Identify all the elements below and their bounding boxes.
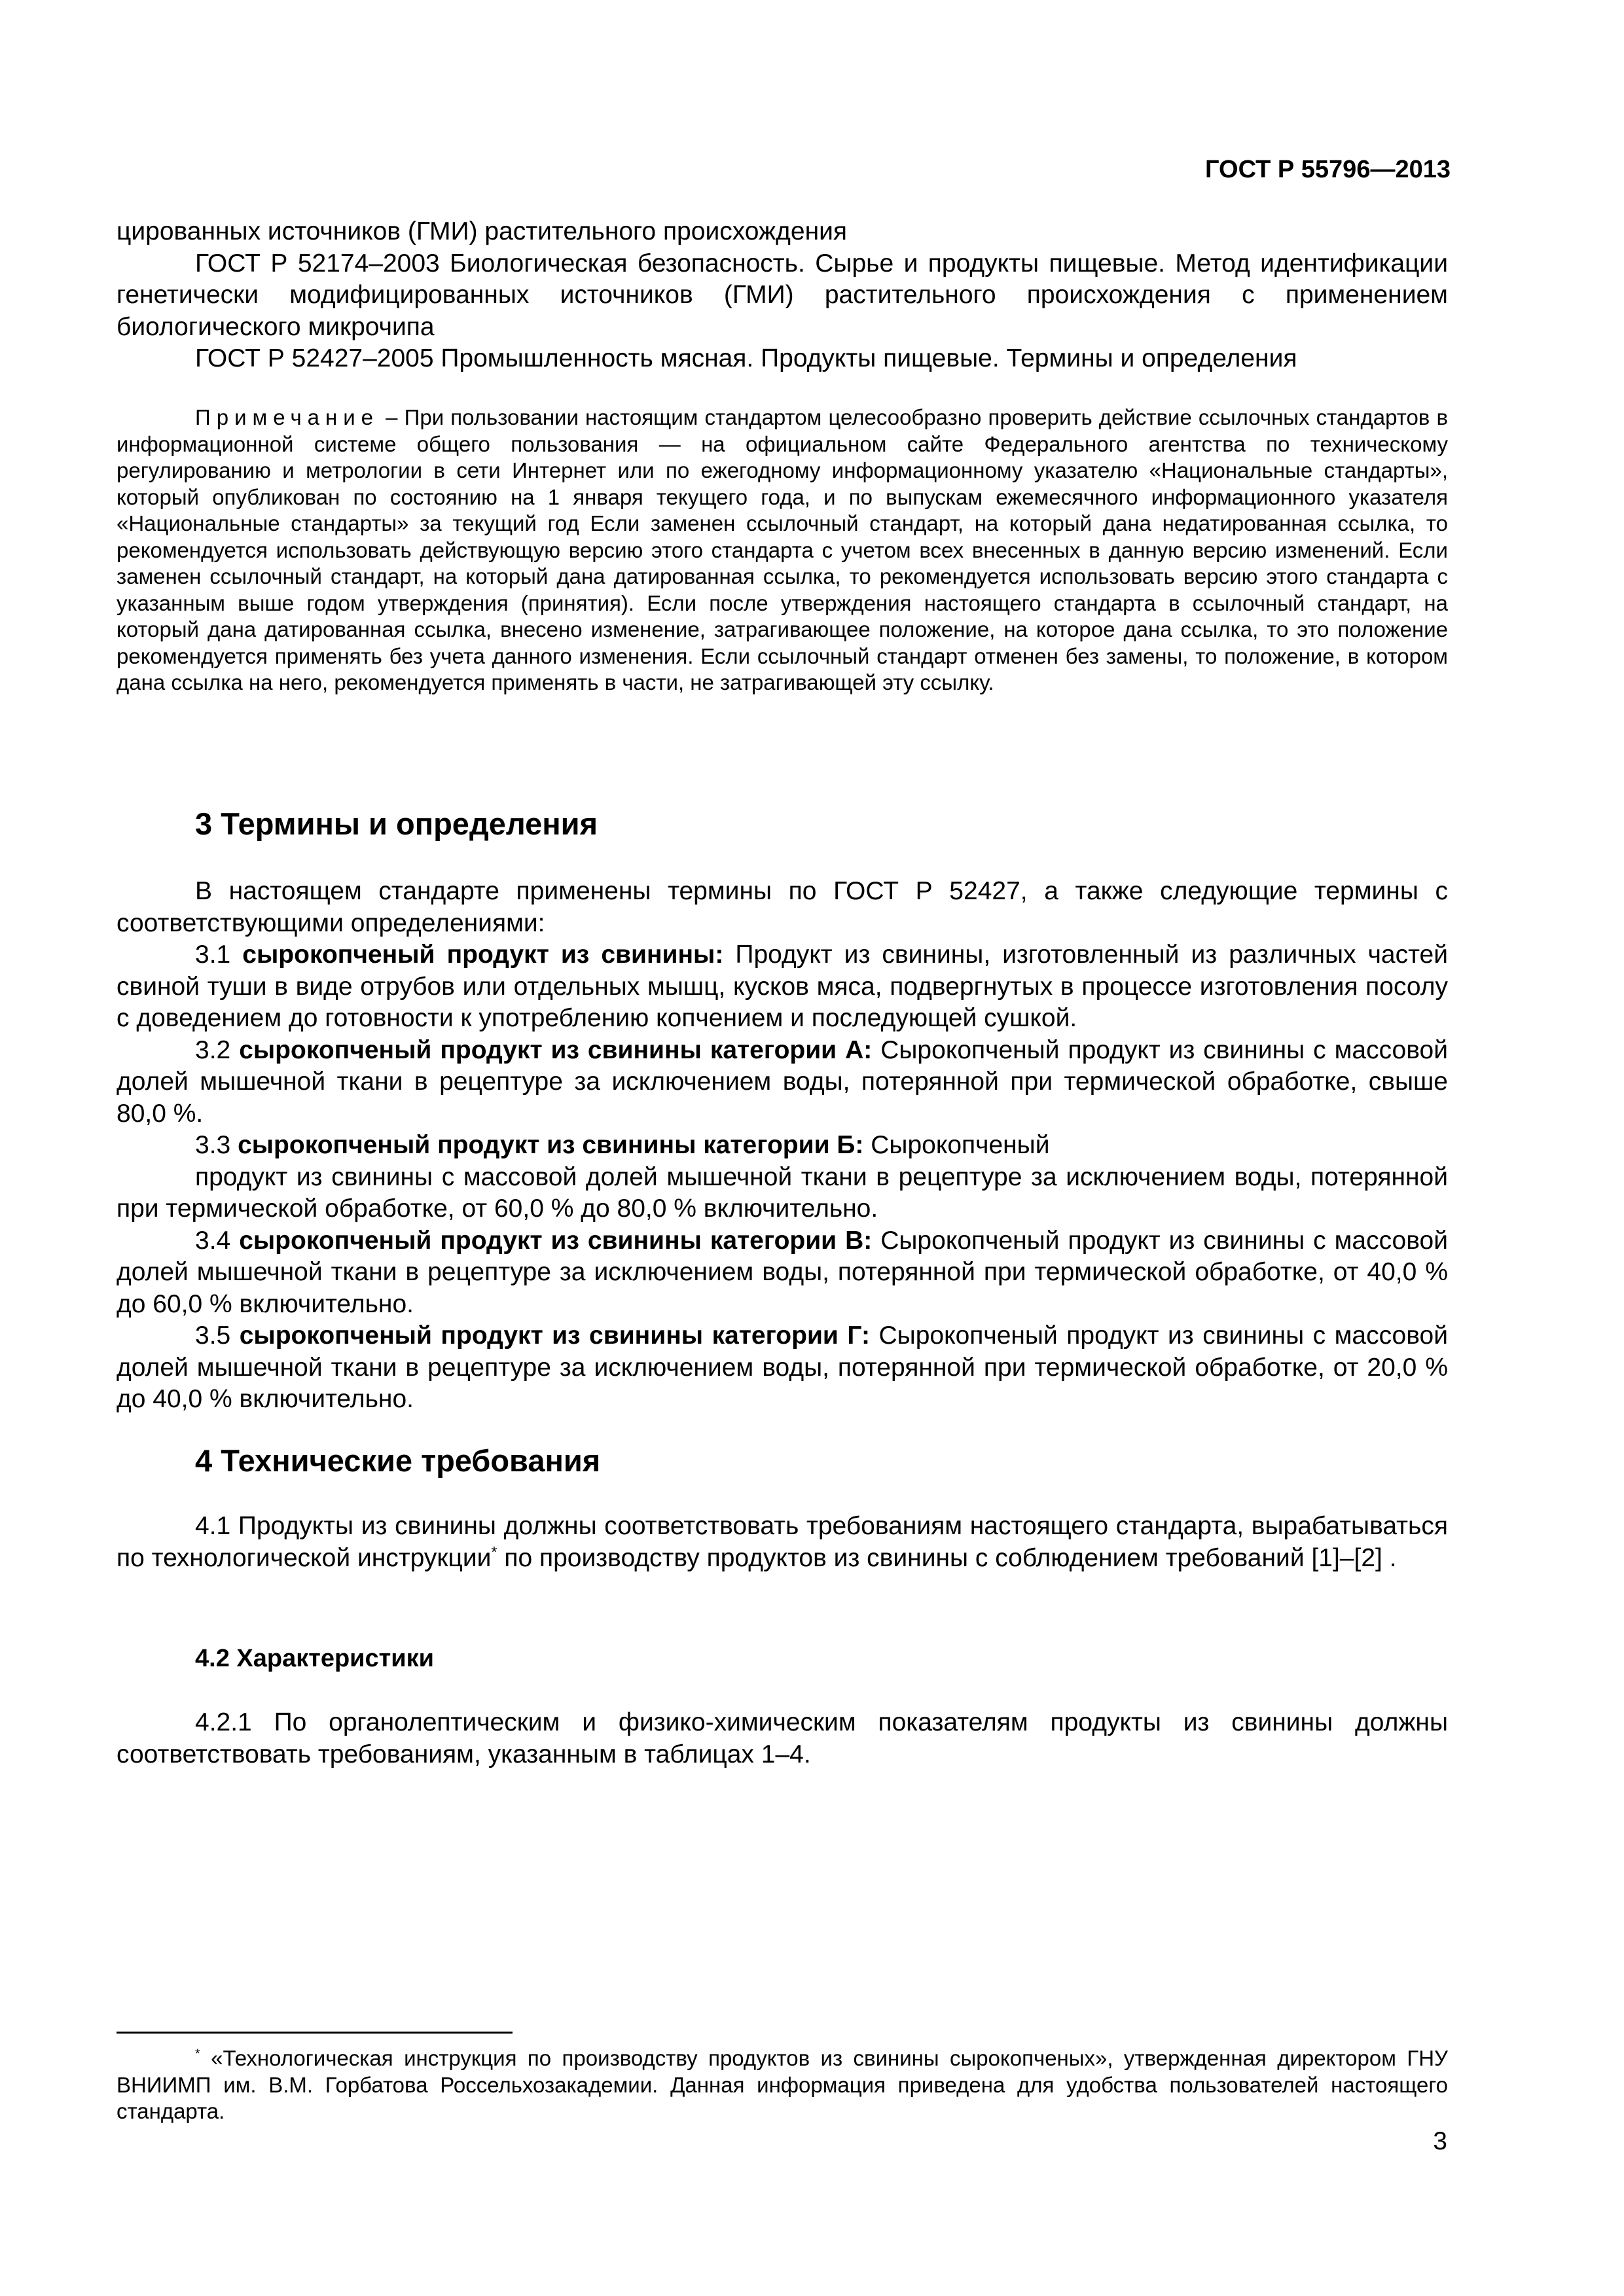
page-number: 3: [1433, 2127, 1447, 2155]
term: сырокопченый продукт из свинины категории А:: [239, 1035, 873, 1064]
term-definition: 3.4 сырокопченый продукт из свинины категории В: Сырокопченый продукт из свинины с массовой долей мышечной ткани в рецептуре за исключением воды, потерянной при термической обработке, от 40,0 % до 60,0 % включительно.: [117, 1226, 1448, 1318]
term-definition: 3.1 сырокопченый продукт из свинины: Продукт из свинины, изготовленный из различных частей свиной туши в виде отрубов или отдельных мышц, кусков мяса, подвергнутых в процессе изготовления посолу с доведением до готовности к употреблению копчением и последующей сушкой.: [117, 941, 1448, 1032]
term-definition: 3.2 сырокопченый продукт из свинины категории А: Сырокопченый продукт из свинины с массовой долей мышечной ткани в рецептуре за исключением воды, потерянной при термической обработке, свыше 80,0 %.: [117, 1035, 1448, 1128]
term: сырокопченый продукт из свинины категории В:: [239, 1226, 873, 1255]
footnote: [117, 2045, 1448, 2125]
requirement-paragraph: 4.1 Продукты из свинины должны соответствовать требованиям настоящего стандарта, вырабатываться по технологической инструкции* по производству продуктов из свинины с соблюдением требований [1]–[2] .: [117, 1512, 1448, 1572]
subsection-heading: 4.2 Характеристики: [195, 1645, 435, 1672]
section-heading: 4 Технические требования: [195, 1443, 601, 1478]
term-definition-continuation: продукт из свинины с массовой долей мышечной ткани в рецептуре за исключением воды, потерянной при термической обработке, от 60,0 % до 80,0 % включительно.: [117, 1162, 1448, 1223]
reference-item: ГОСТ Р 52174–2003 Биологическая безопасность. Сырье и продукты пищевые. Метод идентификации генетически модифицированных источников (ГМИ) растительного происхождения с применением биологического микрочипа: [117, 249, 1448, 341]
reference-item: ГОСТ Р 52427–2005 Промышленность мясная. Продукты пищевые. Термины и определения: [195, 344, 1297, 372]
section-intro: В настоящем стандарте применены термины по ГОСТ Р 52427, а также следующие термины с соответствующими определениями:: [117, 877, 1448, 937]
footnote-text: «Технологическая инструкция по производству продуктов из свинины сырокопченых», утвержденная директором ГНУ ВНИИМП им. В.М. Горбатова Россельхозакадемии. Данная информация приведена для удобства пользователей настоящего стандарта.: [117, 2046, 1448, 2123]
note-label: Примечание: [195, 405, 380, 429]
note-block: [117, 404, 1448, 696]
term: сырокопченый продукт из свинины категории Б:: [238, 1131, 864, 1159]
note-text: – При пользовании настоящим стандартом целесообразно проверить действие ссылочных стандартов в информационной системе общего пользования — на официальном сайте Федерального агентства по техническому регулированию и метрологии в сети Интернет или по ежегодному информационному указателю «Национальные стандарты», который опубликован по состоянию на 1 января текущего года, и по выпускам ежемесячного информационного указателя «Национальные стандарты» за текущий год Если заменен ссылочный стандарт, на который дана недатированная ссылка, то рекомендуется использовать действующую версию этого стандарта с учетом всех внесенных в данную версию изменений. Если заменен ссылочный стандарт, на который дана датированная ссылка, то рекомендуется использовать версию этого стандарта с указанным выше годом утверждения (принятия). Если после утверждения настоящего стандарта в ссылочный стандарт, на который дана датированная ссылка, внесено изменение, затрагивающее положение, на которое дана ссылка, то это положение рекомендуется применять без учета данного изменения. Если ссылочный стандарт отменен без замены, то положение, в котором дана ссылка на него, рекомендуется применять в части, не затрагивающей эту ссылку.: [117, 405, 1448, 694]
term: сырокопченый продукт из свинины категории Г:: [239, 1321, 870, 1350]
footnote-mark: *: [491, 1543, 497, 1560]
section-3-heading-wrap: [195, 808, 1439, 840]
reference-continuation: цированных источников (ГМИ) растительного происхождения: [117, 217, 848, 245]
characteristics-body: [117, 1707, 1448, 1770]
term: сырокопченый продукт из свинины:: [242, 941, 724, 969]
section-heading: 3 Термины и определения: [195, 806, 598, 841]
term-definition: 3.5 сырокопченый продукт из свинины категории Г: Сырокопченый продукт из свинины с массовой долей мышечной ткани в рецептуре за исключением воды, потерянной при термической обработке, от 20,0 % до 40,0 % включительно.: [117, 1321, 1448, 1413]
footnote-mark: *: [195, 2047, 200, 2061]
references-block: [117, 216, 1448, 375]
document-header: ГОСТ Р 55796—2013: [1205, 156, 1451, 183]
section-4-heading-wrap: [195, 1445, 1439, 1477]
requirement-paragraph: 4.2.1 По органолептическим и физико-химическим показателям продукты из свинины должны соответствовать требованиям, указанным в таблицах 1–4.: [117, 1708, 1448, 1768]
term-definition: 3.3 сырокопченый продукт из свинины категории Б: Сырокопченый: [195, 1131, 1050, 1159]
section-4-body: [117, 1511, 1448, 1574]
section-3-body: [117, 876, 1448, 1416]
footnote-separator: [117, 2032, 513, 2034]
